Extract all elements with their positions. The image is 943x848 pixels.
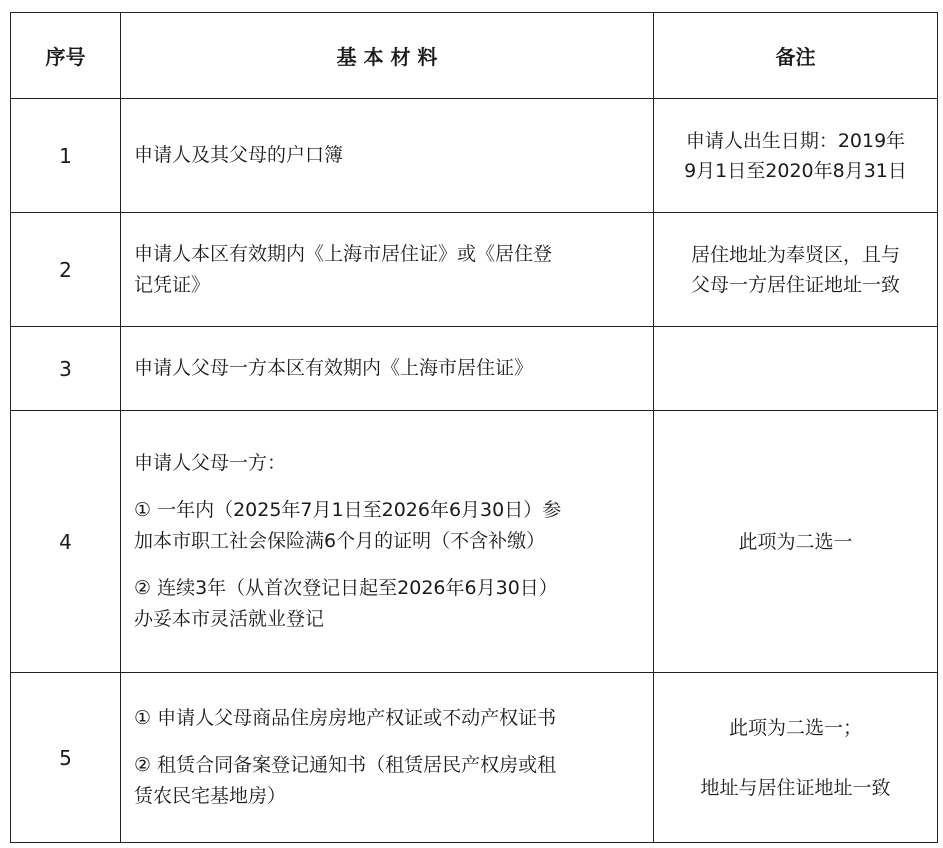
note-text: 居住地址为奉贤区，且与: [690, 243, 900, 266]
note-cell: [654, 411, 938, 673]
table-row: [11, 213, 938, 327]
note-text: 9月1日至2020年8月31日: [684, 159, 907, 182]
material-text: 记凭证》: [134, 273, 211, 296]
table-row: [11, 411, 938, 673]
header-materials: 基 本 材 料: [121, 13, 654, 99]
note-text: 此项为二选一；: [728, 716, 862, 739]
note-text: 父母一方居住证地址一致: [690, 273, 900, 296]
material-text: 申请人本区有效期内《上海市居住证》或《居住登: [134, 242, 553, 265]
material-text: 赁农民宅基地房）: [134, 785, 287, 807]
row-number: 2: [11, 213, 121, 327]
note-text: 此项为二选一: [738, 530, 853, 553]
row-number: 1: [11, 99, 121, 213]
note-text: 地址与居住证地址一致: [700, 776, 891, 799]
material-cell: [121, 99, 654, 213]
material-text: 办妥本市灵活就业登记: [134, 608, 325, 630]
row-number: 4: [11, 411, 121, 673]
material-cell: [121, 411, 654, 673]
material-cell: [121, 213, 654, 327]
note-cell: [654, 673, 938, 843]
material-cell: [121, 673, 654, 843]
material-text: ① 一年内（2025年7月1日至2026年6月30日）参: [134, 499, 562, 521]
header-index: 序号: [11, 13, 121, 99]
table-row: [11, 327, 938, 411]
note-cell: [654, 213, 938, 327]
material-text: ① 申请人父母商品住房房地产权证或不动产权证书: [134, 707, 557, 729]
header-row: [11, 13, 938, 99]
material-text: ② 租赁合同备案登记通知书（租赁居民产权房或租: [134, 754, 557, 776]
material-text: 申请人及其父母的户口簿: [134, 144, 344, 166]
material-text: ② 连续3年（从首次登记日起至2026年6月30日）: [134, 577, 558, 599]
row-number: 3: [11, 327, 121, 411]
table-row: [11, 673, 938, 843]
note-cell-empty: [654, 327, 938, 411]
header-notes: 备注: [654, 13, 938, 99]
material-text: 加本市职工社会保险满6个月的证明（不含补缴）: [134, 530, 546, 552]
materials-table: [10, 12, 938, 843]
material-text: 申请人父母一方本区有效期内《上海市居住证》: [134, 357, 534, 379]
note-text: 申请人出生日期：2019年: [685, 129, 906, 152]
note-cell: [654, 99, 938, 213]
row-number: 5: [11, 673, 121, 843]
material-text: 申请人父母一方：: [134, 452, 287, 474]
material-cell: [121, 327, 654, 411]
table-row: [11, 99, 938, 213]
